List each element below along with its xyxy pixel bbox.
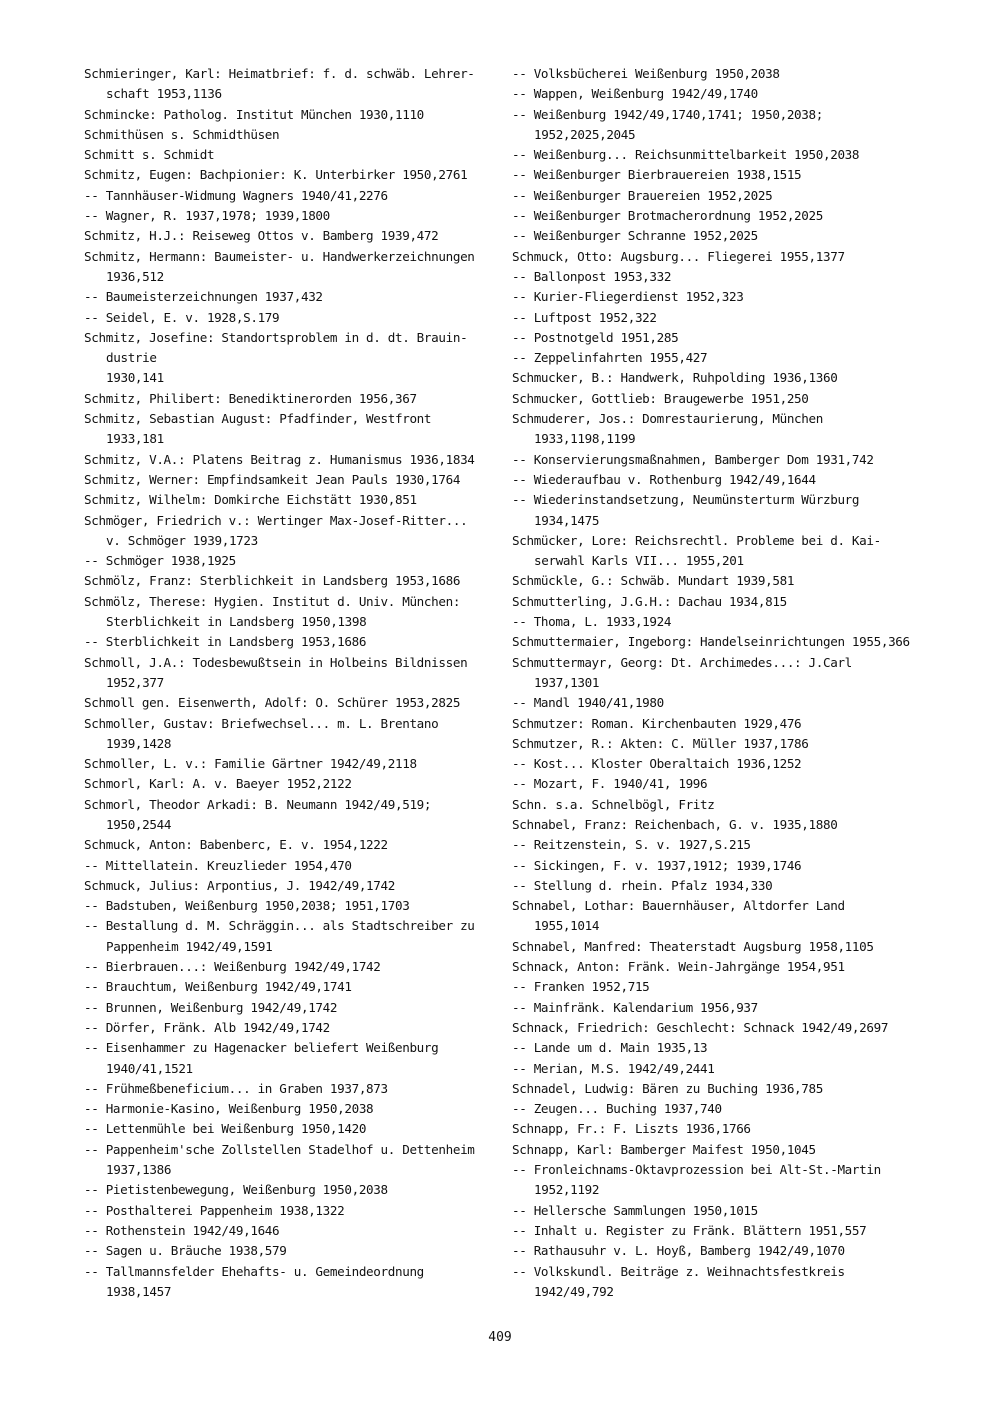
index-entry [512, 774, 922, 794]
entry-continuation-line: 1937,1386 [106, 1162, 172, 1178]
entry-heading-line: -- Sterblichkeit in Landsberg 1953,1686 [84, 634, 367, 650]
right-column [512, 64, 922, 1302]
entry-heading-line: Schnabel, Franz: Reichenbach, G. v. 1935,1880 [512, 816, 838, 832]
entry-heading-line: -- Tallmannsfelder Ehehafts- u. Gemeindeordnung [84, 1263, 424, 1279]
entry-heading-line: -- Merian, M.S. 1942/49,2441 [512, 1060, 715, 1076]
index-entry [512, 531, 922, 572]
entry-heading-line: Schmöger, Friedrich v.: Wertinger Max-Josef-Ritter... [84, 512, 468, 528]
entry-heading-line: Schmuttermayr, Georg: Dt. Archimedes...: J.Carl [512, 654, 852, 670]
entry-heading-line: -- Wagner, R. 1937,1978; 1939,1800 [84, 208, 330, 224]
entry-heading-line: Schmoller, L. v.: Familie Gärtner 1942/49,2118 [84, 756, 417, 772]
entry-heading-line: -- Bestallung d. M. Schräggin... als Stadtschreiber zu [84, 918, 475, 934]
index-entry [512, 1099, 922, 1119]
entry-heading-line: -- Postnotgeld 1951,285 [512, 329, 679, 345]
index-entry [84, 1241, 504, 1261]
entry-heading-line: Schmuck, Anton: Babenberc, E. v. 1954,1222 [84, 837, 388, 853]
index-entry [84, 409, 504, 450]
entry-heading-line: Schmitz, Werner: Empfindsamkeit Jean Pauls 1930,1764 [84, 471, 461, 487]
entry-continuation-line: 1933,1198,1199 [534, 431, 636, 447]
entry-heading-line: Schmucker, B.: Handwerk, Ruhpolding 1936,1360 [512, 370, 838, 386]
index-entry [512, 714, 922, 734]
index-entry [512, 1018, 922, 1038]
entry-heading-line: -- Pietistenbewegung, Weißenburg 1950,2038 [84, 1182, 388, 1198]
index-entry [84, 1079, 504, 1099]
entry-heading-line: Schnadel, Ludwig: Bären zu Buching 1936,785 [512, 1080, 823, 1096]
entry-heading-line: Schmitz, Eugen: Bachpionier: K. Unterbirker 1950,2761 [84, 167, 468, 183]
entry-heading-line: -- Mozart, F. 1940/41, 1996 [512, 776, 708, 792]
index-entry [84, 754, 504, 774]
entry-heading-line: Schmückle, G.: Schwäb. Mundart 1939,581 [512, 573, 795, 589]
entry-heading-line: -- Pappenheim'sche Zollstellen Stadelhof u. Dettenheim [84, 1141, 475, 1157]
index-entry [84, 1140, 504, 1181]
entry-heading-line: -- Luftpost 1952,322 [512, 309, 657, 325]
index-entry [84, 206, 504, 226]
index-entry [512, 815, 922, 835]
index-entry [512, 186, 922, 206]
index-entry [512, 165, 922, 185]
entry-heading-line: Schmitz, Sebastian August: Pfadfinder, Westfront [84, 411, 432, 427]
entry-heading-line: Schmücker, Lore: Reichsrechtl. Probleme bei d. Kai- [512, 532, 881, 548]
index-entry [512, 64, 922, 84]
entry-heading-line: Schmölz, Franz: Sterblichkeit in Landsberg 1953,1686 [84, 573, 461, 589]
entry-heading-line: Schmitt s. Schmidt [84, 147, 215, 163]
entry-heading-line: -- Volksbücherei Weißenburg 1950,2038 [512, 66, 780, 81]
entry-continuation-line: 1952,1192 [534, 1182, 600, 1198]
entry-heading-line: Schmitz, H.J.: Reiseweg Ottos v. Bamberg 1939,472 [84, 228, 439, 244]
index-entry [512, 876, 922, 896]
entry-continuation-line: 1937,1301 [534, 674, 600, 690]
entry-heading-line: Schnapp, Karl: Bamberger Maifest 1950,1045 [512, 1141, 816, 1157]
index-entry [84, 450, 504, 470]
entry-heading-line: -- Tannhäuser-Widmung Wagners 1940/41,2276 [84, 187, 388, 203]
entry-heading-line: Schnack, Friedrich: Geschlecht: Schnack 1942/49,2697 [512, 1019, 889, 1035]
entry-heading-line: Schmuderer, Jos.: Domrestaurierung, München [512, 411, 823, 427]
index-entry [512, 693, 922, 713]
index-entry [512, 368, 922, 388]
index-entry [84, 876, 504, 896]
index-entry [84, 1201, 504, 1221]
entry-heading-line: Schnapp, Fr.: F. Liszts 1936,1766 [512, 1121, 751, 1137]
index-entry [512, 957, 922, 977]
entry-heading-line: Schmölz, Therese: Hygien. Institut d. Univ. München: [84, 593, 461, 609]
entry-heading-line: -- Brunnen, Weißenburg 1942/49,1742 [84, 999, 338, 1015]
entry-heading-line: -- Kost... Kloster Oberaltaich 1936,1252 [512, 756, 802, 772]
index-entry [512, 754, 922, 774]
entry-heading-line: -- Stellung d. rhein. Pfalz 1934,330 [512, 877, 773, 893]
entry-heading-line: -- Sagen u. Bräuche 1938,579 [84, 1243, 287, 1259]
entry-heading-line: Schmitz, V.A.: Platens Beitrag z. Humanismus 1936,1834 [84, 451, 475, 467]
index-entry [84, 835, 504, 855]
index-entry [512, 389, 922, 409]
entry-heading-line: -- Posthalterei Pappenheim 1938,1322 [84, 1202, 345, 1218]
index-entry [512, 1059, 922, 1079]
index-entry [512, 734, 922, 754]
entry-heading-line: Schmitz, Wilhelm: Domkirche Eichstätt 1930,851 [84, 492, 417, 508]
entry-continuation-line: 1940/41,1521 [106, 1060, 193, 1076]
index-entry [84, 693, 504, 713]
index-entry [84, 186, 504, 206]
entry-heading-line: -- Hellersche Sammlungen 1950,1015 [512, 1202, 758, 1218]
index-entry [84, 1221, 504, 1241]
index-entry [512, 835, 922, 855]
entry-heading-line: Schmutterling, J.G.H.: Dachau 1934,815 [512, 593, 787, 609]
index-entry [84, 165, 504, 185]
index-entry [84, 490, 504, 510]
index-entry [512, 653, 922, 694]
entry-heading-line: -- Brauchtum, Weißenburg 1942/49,1741 [84, 979, 352, 995]
entry-heading-line: Schmitz, Josefine: Standortsproblem in d. dt. Brauin- [84, 329, 468, 345]
entry-continuation-line: 1939,1428 [106, 735, 172, 751]
entry-heading-line: -- Frühmeßbeneficium... in Graben 1937,873 [84, 1080, 388, 1096]
index-entry [512, 145, 922, 165]
entry-continuation-line: 1942/49,792 [534, 1283, 614, 1299]
index-entry [512, 470, 922, 490]
index-entry [512, 795, 922, 815]
index-entry [512, 1119, 922, 1139]
entry-heading-line: -- Mittellatein. Kreuzlieder 1954,470 [84, 857, 352, 873]
entry-heading-line: -- Konservierungsmaßnahmen, Bamberger Dom 1931,742 [512, 451, 874, 467]
entry-heading-line: Schmuck, Otto: Augsburg... Fliegerei 1955,1377 [512, 248, 845, 264]
index-entry [84, 1262, 504, 1303]
entry-heading-line: Schmoll gen. Eisenwerth, Adolf: O. Schürer 1953,2825 [84, 695, 461, 711]
entry-heading-line: -- Bierbrauen...: Weißenburg 1942/49,1742 [84, 959, 381, 975]
entry-heading-line: Schmithüsen s. Schmidthüsen [84, 126, 280, 142]
index-entry [512, 1262, 922, 1303]
entry-continuation-line: schaft 1953,1136 [106, 86, 222, 102]
index-entry [84, 328, 504, 389]
index-entry [512, 206, 922, 226]
entry-continuation-line: 1955,1014 [534, 918, 600, 934]
index-entry [84, 916, 504, 957]
entry-heading-line: Schnabel, Manfred: Theaterstadt Augsburg 1958,1105 [512, 938, 874, 954]
entry-heading-line: -- Mandl 1940/41,1980 [512, 695, 664, 711]
index-entry [84, 856, 504, 876]
entry-continuation-line: Sterblichkeit in Landsberg 1950,1398 [106, 614, 367, 630]
entry-heading-line: -- Rothenstein 1942/49,1646 [84, 1222, 280, 1238]
index-entry [84, 571, 504, 591]
entry-heading-line: Schmorl, Karl: A. v. Baeyer 1952,2122 [84, 776, 352, 792]
entry-heading-line: -- Zeppelinfahrten 1955,427 [512, 350, 708, 366]
index-entry [512, 1079, 922, 1099]
index-entry [512, 308, 922, 328]
index-entry [512, 328, 922, 348]
entry-heading-line: Schnabel, Lothar: Bauernhäuser, Altdorfer Land [512, 898, 845, 914]
entry-heading-line: -- Mainfränk. Kalendarium 1956,937 [512, 999, 758, 1015]
entry-continuation-line: 1952,377 [106, 674, 164, 690]
entry-heading-line: -- Badstuben, Weißenburg 1950,2038; 1951,1703 [84, 898, 410, 914]
index-entry [84, 1119, 504, 1139]
index-entry [512, 592, 922, 612]
entry-continuation-line: 1950,2544 [106, 816, 172, 832]
index-entry [512, 896, 922, 937]
index-entry [84, 1180, 504, 1200]
index-entry [512, 348, 922, 368]
entry-heading-line: -- Zeugen... Buching 1937,740 [512, 1101, 722, 1117]
index-entry [512, 1038, 922, 1058]
entry-heading-line: -- Weißenburg... Reichsunmittelbarkeit 1950,2038 [512, 147, 860, 163]
index-entry [512, 937, 922, 957]
entry-heading-line: -- Wiederaufbau v. Rothenburg 1942/49,1644 [512, 471, 816, 487]
entry-heading-line: -- Reitzenstein, S. v. 1927,S.215 [512, 837, 751, 853]
entry-continuation-line: serwahl Karls VII... 1955,201 [534, 553, 744, 569]
entry-heading-line: -- Dörfer, Fränk. Alb 1942/49,1742 [84, 1019, 330, 1035]
index-entry [512, 571, 922, 591]
index-entry [512, 856, 922, 876]
index-entry [512, 267, 922, 287]
index-entry [512, 1221, 922, 1241]
entry-heading-line: -- Weißenburg 1942/49,1740,1741; 1950,2038; [512, 106, 823, 122]
left-column [84, 64, 504, 1302]
index-entry [512, 998, 922, 1018]
entry-heading-line: -- Baumeisterzeichnungen 1937,432 [84, 289, 323, 305]
index-entry [84, 896, 504, 916]
entry-heading-line: Schmuttermaier, Ingeborg: Handelseinrichtungen 1955,366 [512, 634, 910, 650]
entry-heading-line: -- Lettenmühle bei Weißenburg 1950,1420 [84, 1121, 367, 1137]
entry-heading-line: -- Wiederinstandsetzung, Neumünsterturm Würzburg [512, 492, 860, 508]
index-entry [84, 774, 504, 794]
index-entry [84, 1038, 504, 1079]
index-entry [84, 998, 504, 1018]
index-entry [512, 977, 922, 997]
entry-heading-line: -- Schmöger 1938,1925 [84, 553, 236, 569]
entry-heading-line: -- Sickingen, F. v. 1937,1912; 1939,1746 [512, 857, 802, 873]
index-entry [84, 389, 504, 409]
entry-heading-line: -- Inhalt u. Register zu Fränk. Blättern 1951,557 [512, 1222, 867, 1238]
index-entry [512, 632, 922, 652]
index-entry [512, 84, 922, 104]
entry-heading-line: -- Weißenburger Bierbrauereien 1938,1515 [512, 167, 802, 183]
entry-continuation-line: Pappenheim 1942/49,1591 [106, 938, 273, 954]
index-entry [84, 247, 504, 288]
index-entry [512, 450, 922, 470]
index-entry [512, 409, 922, 450]
index-entry [84, 551, 504, 571]
index-entry [84, 632, 504, 652]
entry-heading-line: -- Ballonpost 1953,332 [512, 268, 672, 284]
index-entry [512, 287, 922, 307]
entry-continuation-line: v. Schmöger 1939,1723 [106, 532, 258, 548]
index-entry [512, 226, 922, 246]
index-entry [512, 490, 922, 531]
entry-heading-line: -- Weißenburger Brotmacherordnung 1952,2025 [512, 208, 823, 224]
entry-heading-line: -- Fronleichnams-Oktavprozession bei Alt-St.-Martin [512, 1162, 881, 1178]
entry-heading-line: -- Kurier-Fliegerdienst 1952,323 [512, 289, 744, 305]
entry-continuation-line: dustrie [106, 350, 157, 366]
entry-heading-line: Schn. s.a. Schnelbögl, Fritz [512, 796, 715, 812]
entry-heading-line: Schmoll, J.A.: Todesbewußtsein in Holbeins Bildnissen [84, 654, 468, 670]
index-entry [84, 653, 504, 694]
index-entry [84, 308, 504, 328]
entry-continuation-line: 1934,1475 [534, 512, 600, 528]
index-entry [84, 105, 504, 125]
entry-heading-line: Schmutzer, R.: Akten: C. Müller 1937,1786 [512, 735, 809, 751]
index-entry [84, 511, 504, 552]
index-entry [512, 1140, 922, 1160]
index-entry [84, 145, 504, 165]
index-entry [84, 592, 504, 633]
entry-heading-line: Schmucker, Gottlieb: Braugewerbe 1951,250 [512, 390, 809, 406]
entry-continuation-line: 1933,181 [106, 431, 164, 447]
index-entry [84, 795, 504, 836]
entry-heading-line: -- Wappen, Weißenburg 1942/49,1740 [512, 86, 758, 102]
index-entry [512, 612, 922, 632]
index-entry [84, 64, 504, 105]
entry-heading-line: Schmincke: Patholog. Institut München 1930,1110 [84, 106, 424, 122]
index-entry [84, 714, 504, 755]
index-entry [84, 1099, 504, 1119]
entry-heading-line: Schmitz, Philibert: Benediktinerorden 1956,367 [84, 390, 417, 406]
index-entry [84, 957, 504, 977]
index-entry [84, 287, 504, 307]
index-entry [84, 125, 504, 145]
entry-heading-line: Schmoller, Gustav: Briefwechsel... m. L. Brentano [84, 715, 439, 731]
entry-continuation-line: 1936,512 [106, 268, 164, 284]
index-entry [512, 1160, 922, 1201]
entry-heading-line: -- Weißenburger Brauereien 1952,2025 [512, 187, 773, 203]
entry-heading-line: -- Harmonie-Kasino, Weißenburg 1950,2038 [84, 1101, 374, 1117]
index-entry [512, 1201, 922, 1221]
entry-continuation-line: 1952,2025,2045 [534, 126, 636, 142]
index-entry [84, 977, 504, 997]
index-entry [84, 1018, 504, 1038]
index-entry [84, 470, 504, 490]
entry-heading-line: -- Eisenhammer zu Hagenacker beliefert Weißenburg [84, 1040, 439, 1056]
entry-heading-line: Schmuck, Julius: Arpontius, J. 1942/49,1742 [84, 877, 395, 893]
entry-heading-line: -- Rathausuhr v. L. Hoyß, Bamberg 1942/49,1070 [512, 1243, 845, 1259]
entry-heading-line: Schmorl, Theodor Arkadi: B. Neumann 1942/49,519; [84, 796, 432, 812]
entry-heading-line: -- Thoma, L. 1933,1924 [512, 614, 672, 630]
entry-continuation-line: 1930,141 [106, 370, 164, 386]
entry-heading-line: -- Weißenburger Schranne 1952,2025 [512, 228, 758, 244]
entry-heading-line: -- Lande um d. Main 1935,13 [512, 1040, 708, 1056]
entry-continuation-line: 1938,1457 [106, 1283, 172, 1299]
index-entry [512, 247, 922, 267]
entry-heading-line: Schnack, Anton: Fränk. Wein-Jahrgänge 1954,951 [512, 959, 845, 975]
entry-heading-line: -- Volkskundl. Beiträge z. Weihnachtsfestkreis [512, 1263, 845, 1279]
entry-heading-line: Schmitz, Hermann: Baumeister- u. Handwerkerzeichnungen [84, 248, 475, 264]
index-entry [84, 226, 504, 246]
entry-heading-line: Schmutzer: Roman. Kirchenbauten 1929,476 [512, 715, 802, 731]
page-number: 409 [488, 1330, 512, 1345]
entry-heading-line: -- Franken 1952,715 [512, 979, 650, 995]
entry-heading-line: -- Seidel, E. v. 1928,S.179 [84, 309, 280, 325]
index-entry [512, 1241, 922, 1261]
index-entry [512, 105, 922, 146]
entry-heading-line: Schmieringer, Karl: Heimatbrief: f. d. schwäb. Lehrer- [84, 66, 475, 81]
